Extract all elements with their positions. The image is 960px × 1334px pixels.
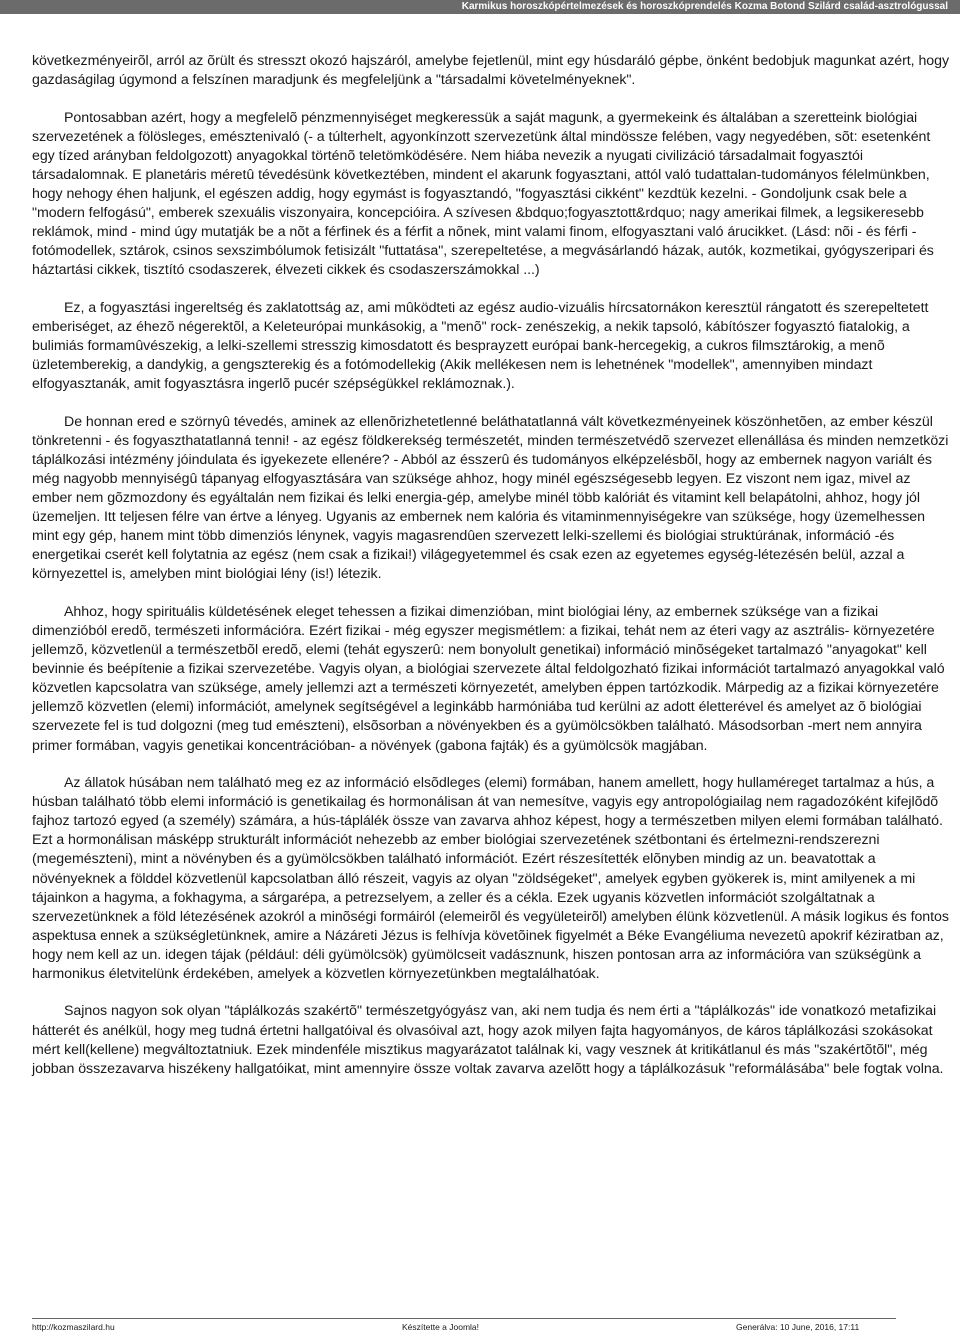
footer-divider (32, 1318, 896, 1319)
header-title: Karmikus horoszkópértelmezések és horoszkóprendelés Kozma Botond Szilárd család-asztrológussal (461, 1, 948, 12)
page-header (0, 0, 960, 14)
article-body (32, 52, 950, 1097)
paragraph-1: következményeirõl, arról az õrült és stresszt okozó hajszáról, amelybe fejetlenül, mint egy húsdaráló gépbe, önként bedobjuk magunkat azért, hogy gazdaságilag úgymond a felszínen maradjunk és megfeleljünk a "társadalmi követelményeknek". (32, 53, 950, 89)
footer-credit: Készítette a Joomla! (402, 1322, 480, 1332)
footer-generated-date: Generálva: 10 June, 2016, 17:11 (736, 1322, 860, 1332)
paragraph-6: Az állatok húsában nem található meg ez az információ elsõdleges (elemi) formában, hanem amellett, hogy hullaméreget tartalmaz a hús, a húsban található több elemi információ is genetikailag és hormonálisan át van nemesítve, vagyis egy antropológiailag nem ragadozóként kifejlõdõ fajhoz tartozó egyed (a személy) számára, a hús-táplálék össze van zavarva ahhoz képest, hogy a természetben milyen elemi formában található. Ezt a hormonálisan másképp strukturált információt nehezebb az ember biológiai szervezetének szétbontani és értelmezni-rendszerezni (megemészteni), mint a növényben és a gyümölcsökben található információt. Ezért részesítették elõnyben mindig az un. beavatottak a növényeknek a földdel közvetlenül kapcsolatban álló részeit, vagyis az olyan "zöldségeket", amelyek egyben gyökerek is, mint amilyenek a mi tájainkon a hagyma, a fokhagyma, a sárgarépa, a petrezselyem, a zeller és a cékla. Ezek ugyanis közvetlen információt szolgáltatnak a szervezetünknek a föld létezésének azokról a minõségi formáiról (elemeirõl és vegyületeirõl) amelyben élünk közvetlenül. A másik logikus és fontos aspektusa ennek a szükségletünknek, amire a Názáreti Jézus is felhívja követõinek figyelmét a Béke Evangéliuma nevezetû apokrif kéziratban az, hogy nem kell az un. idegen tájak (például: déli gyümölcsök) gyümölcseit vadásznunk, hiszen pontosan arra az információra van szükségünk a harmonikus életvitelünk érdekében, amelyek a közvetlen környezetünkben megtalálhatóak. (32, 775, 949, 982)
paragraph-3: Ez, a fogyasztási ingereltség és zaklatottság az, ami mûködteti az egész audio-vizuális hírcsatornákon keresztül rángatott és szerepeltetett emberiséget, az éhezõ négerektõl, a Keleteurópai munkásokig, a "menõ" rock- zenészekig, a nekik tapsoló, kábítószer fogyasztó fiatalokig, a bulimiás formamûvészekig, a lelki-szellemi stresszig kimosdatott és besprayzett európai bank-hercegekig, a cukros filmsztárokig, a menõ üzletemberekig, a dandykig, a gengszterekig és a fotómodellekig (Akik mellékesen nem is lehetnének "modellek", amennyiben mindazt elfogyasztanák, amit fogyasztásra ingerlõ pucér szépségükkel reklámoznak.). (32, 299, 929, 393)
paragraph-2: Pontosabban azért, hogy a megfelelõ pénzmennyiséget megkeressük a saját magunk, a gyermekeink és általában a szeretteink biológiai szervezetének a fölösleges, emésztenivaló (- a túlterhelt, agyonkínzott szervezetünk által mindössze felében, vagy negyedében, sõt: esetenként egy tízed arányban feldolgozott) anyagokkal történõ teletömködésére. Nem hiába nevezik a nyugati civilizáció társadalmait fogyasztói társadalomnak. E planetáris méretû tévedésünk következtében, mindent el akarunk fogyasztani, attól való tudattalan-tudományos félelmünkben, hogy nehogy éhen haljunk, el egészen addig, hogy egymást is fogyasztandó, "fogyasztási cikként" kezdtük kezelni. - Gondoljunk csak bele a "modern felfogású", emberek szexuális viszonyaira, koncepcióira. A szívesen &bdquo;fogyasztott&rdquo; nagy amerikai filmek, a legsikeresebb reklámok, mind - mind úgy mutatják be a nõt a férfinek és a férfit a nõnek, mint valami finom, elfogyasztani való árucikket. (Lásd: nõi - és férfi - fotómodellek, sztárok, csinos sexszimbólumok fetisizált "futtatása", szerepeltetése, a megvásárlandó házak, autók, kozmetikai, gyógyszeripari és háztartási cikkek, tisztító csodaszerek, élvezeti cikkek és csodaszerszámokkal ...) (32, 109, 934, 279)
footer-url-link[interactable]: http://kozmaszilard.hu (32, 1322, 115, 1332)
paragraph-5: Ahhoz, hogy spirituális küldetésének eleget tehessen a fizikai dimenzióban, mint biológiai lény, az embernek szüksége van a fizikai dimenzióból eredõ, természeti információra. Ezért fizikai - még egyszer megismétlem: a fizikai, tehát nem az éteri vagy az asztrális- környezetére jellemzõ, közvetlenül a természetbõl eredõ, elemi (tehát egyszerû: nem bonyolult genetikai) információ minõségeket tartalmazó "anyagokat" kell bevinnie és beépítenie a fizikai szervezetébe. Vagyis olyan, a biológiai szervezete által feldolgozható fizikai információt tartalmazó anyagokkal való közvetlen kapcsolatra van szüksége, amely jellemzi azt a természeti környezetét, amelyben éppen tartózkodik. Márpedig az a fizikai környezetére jellemzõ közvetlen (elemi) információt, amelynek segítségével a leginkább harmóniába tud kerülni az adott életterével és amelyet az õ biológiai szervezete fel is tud dolgozni (meg tud emészteni), elsõsorban a növényekben és a gyümölcsökben található. Másodsorban -mert nem annyira primer formában, vagyis genetikai koncentrációban- a növények (gabona fajták) és a gyümölcsök magjában. (32, 603, 945, 754)
paragraph-7: Sajnos nagyon sok olyan "táplálkozás szakértõ" természetgyógyász van, aki nem tudja és nem érti a "táplálkozás" ide vonatkozó metafizikai hátterét és anélkül, hogy meg tudná értetni hallgatóival és olvasóival azt, hogy azok milyen fajta hagyományos, de káros táplálkozási szokásokat mért kell(kellene) megváltoztatniuk. Ezek mindenféle misztikus magyarázatot találnak ki, vagy vesznek át kritikátlanul és más "szakértõtõl", még jobban összezavarva hiszékeny hallgatóikat, mint amennyire össze voltak zavarva azelõtt hogy a táplálkozásuk "reformálásába" bele fogtak volna. (32, 1003, 944, 1077)
paragraph-4: De honnan ered e szörnyû tévedés, aminek az ellenõrizhetetlenné beláthatatlanná vált következményeinek köszönhetõen, az ember készül tönkretenni - és fogyaszthatatlanná tenni! - az egész földkerekség természetét, minden természetvédõ szervezet ellenállása és minden nemzetközi táplálkozási intézmény jóindulata és igyekezete ellenére? - Abból az ésszerû és tudományos elképzelésbõl, hogy az embernek nagyon variált és még nagyobb mennyiségû tápanyag elfogyasztására van szüksége ahhoz, hogy minél egészségesebb legyen. Ez viszont nem igaz, mivel az ember nem gõzmozdony és egyáltalán nem fizikai és lelki energia-gép, amelybe minél több kalóriát és vitamint kell belapátolni, ahhoz, hogy jól üzemeljen. Itt teljesen félre van értve a lényeg. Ugyanis az embernek nem kalória és vitaminmennyiségekre van szüksége, hogy üzemelhessen mint egy gép, hanem mint több dimenziós lénynek, vagyis magasrendûen szervezett lelki-szellemi és biológiai struktúrának, információ -és energetikai cserét kell folytatnia az egész (nem csak a fizikai!) világegyetemmel és csak ezen az egyetemes egység-létezésén belül, azzal a környezettel is, amelyben mint biológiai lény (is!) létezik. (32, 413, 949, 583)
